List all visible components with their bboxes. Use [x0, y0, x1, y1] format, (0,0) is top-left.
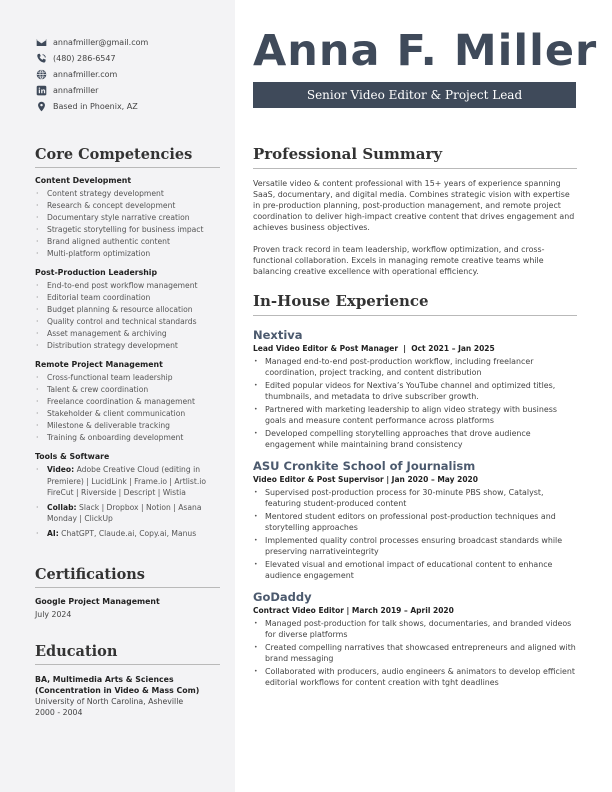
- list-item: · Documentary style narrative creation: [35, 212, 220, 224]
- core-competencies-section: [35, 146, 220, 542]
- list-item: • Developed compelling storytelling approaches that drove audience engagement while maintaining brand consistency: [253, 428, 577, 450]
- competency-list: [35, 188, 220, 260]
- summary-paragraph: Proven track record in team leadership, workflow optimization, and cross-functional collaboration. Excels in managing remote creative teams while balancing creative excellence with operational efficiency.: [253, 245, 545, 276]
- competency-group-title: Content Development: [35, 176, 132, 185]
- list-item: • Supervised post-production process for 30-minute PBS show, Catalyst, featuring student-produced content: [253, 487, 577, 509]
- list-item: · Brand aligned authentic content: [35, 236, 220, 248]
- tools-title: Tools & Software: [35, 452, 110, 461]
- contact-phone[interactable]: [35, 50, 148, 66]
- candidate-name: Anna F. Miller: [253, 26, 598, 76]
- job-entry: [253, 328, 577, 450]
- job-title-banner: Senior Video Editor & Project Lead: [253, 82, 576, 108]
- job-role-dates: Lead Video Editor & Post Manager | Oct 2021 – Jan 2025: [253, 344, 495, 353]
- list-item: • Collaborated with producers, audio engineers & animators to develop efficient editorial workflows for content creation with tght deadlines: [253, 666, 577, 688]
- job-entry: [253, 590, 577, 688]
- list-item: • Created compelling narratives that showcased entrepreneurs and aligned with brand messaging: [253, 642, 577, 664]
- list-item: • Edited popular videos for Nextiva’s YouTube channel and optimized titles, thumbnails, and metadata to drive subscriber growth.: [253, 380, 577, 402]
- email-text: annafmiller@gmail.com: [53, 37, 149, 47]
- school-name: University of North Carolina, Asheville: [35, 697, 184, 706]
- company-name: ASU Cronkite School of Journalism: [253, 459, 476, 473]
- contact-email[interactable]: [35, 34, 148, 50]
- location-pin-icon: [35, 100, 47, 112]
- list-item: · Training & onboarding development: [35, 432, 220, 444]
- list-item: · Multi-platform optimization: [35, 248, 220, 260]
- list-item: · Distribution strategy development: [35, 340, 220, 352]
- list-item: • Partnered with marketing leadership to align video strategy with business goals and measure content performance across platforms: [253, 404, 577, 426]
- list-item: • Implemented quality control processes ensuring broadcast standards while preserving narrativeintegrity: [253, 535, 577, 557]
- list-item: · Milestone & deliverable tracking: [35, 420, 220, 432]
- experience-heading: In-House Experience: [253, 292, 577, 316]
- competency-list: [35, 372, 220, 444]
- list-item: · Talent & crew coordination: [35, 384, 220, 396]
- competency-list: [35, 280, 220, 352]
- linkedin-icon: [35, 84, 47, 96]
- envelope-icon: [35, 36, 47, 48]
- job-role-dates: Contract Video Editor | March 2019 – April 2020: [253, 606, 454, 615]
- list-item: · Stragetic storytelling for business impact: [35, 224, 220, 236]
- list-item: • Managed end-to-end post-production workflow, including freelancer coordination, project tracking, and content distribution: [253, 356, 577, 378]
- tools-list: [35, 464, 220, 539]
- competency-group-title: Remote Project Management: [35, 360, 163, 369]
- certifications-heading: Certifications: [35, 566, 220, 588]
- tools-label: AI:: [47, 528, 59, 538]
- education-section: [35, 643, 220, 718]
- degree: [35, 674, 220, 696]
- list-item: · Stakeholder & client communication: [35, 408, 220, 420]
- competency-group-title: Post-Production Leadership: [35, 268, 158, 277]
- certifications-section: [35, 566, 220, 619]
- list-item: · Content strategy development: [35, 188, 220, 200]
- list-item: • Managed post-production for talk shows, documentaries, and branded videos for diverse platforms: [253, 618, 577, 640]
- contact-linkedin[interactable]: [35, 82, 148, 98]
- contact-location: [35, 98, 148, 114]
- location-text: Based in Phoenix, AZ: [53, 101, 138, 111]
- summary-heading: Professional Summary: [253, 145, 577, 169]
- tools-label: Video:: [47, 465, 75, 474]
- list-item: · Cross-functional team leadership: [35, 372, 220, 384]
- summary-section: [253, 145, 577, 277]
- education-years: 2000 - 2004: [35, 708, 83, 717]
- job-bullets: [253, 356, 577, 450]
- tools-label: Collab:: [47, 502, 77, 512]
- contact-website[interactable]: [35, 66, 148, 82]
- tools-item-ai: [35, 528, 220, 540]
- list-item: • Mentored student editors on professional post-production techniques and storytelling approaches: [253, 511, 577, 533]
- list-item: · Research & concept development: [35, 200, 220, 212]
- tools-item-collab: [35, 502, 220, 525]
- phone-icon: [35, 52, 47, 64]
- certification-title: Google Project Management: [35, 597, 160, 606]
- list-item: · End-to-end post workflow management: [35, 280, 220, 292]
- summary-paragraph: Versatile video & content professional with 15+ years of experience spanning SaaS, documentary, and digital media. Combines strategic vision with expertise in pre-production planning, post-production management, and remote project coordination to deliver high-impact creative content that drives engagement and achieves business objectives.: [253, 179, 575, 232]
- tools-item-video: [35, 464, 220, 499]
- company-name: Nextiva: [253, 328, 303, 342]
- phone-text: (480) 286-6547: [53, 53, 116, 63]
- degree-concentration: (Concentration in Video & Mass Com): [35, 686, 200, 695]
- tools-text: ChatGPT, Claude.ai, Copy.ai, Manus: [61, 528, 197, 538]
- degree-line: BA, Multimedia Arts & Sciences: [35, 675, 174, 684]
- tools-text: Adobe Creative Cloud (editing in Premiere) | LucidLink | Frame.io | Artlist.io FireCut | Riverside | Descript | Wistia: [47, 465, 207, 497]
- job-bullets: [253, 487, 577, 581]
- contact-list: [35, 34, 148, 114]
- job-entry: [253, 459, 577, 581]
- tools-text: Slack | Dropbox | Notion | Asana Monday | ClickUp: [47, 502, 202, 523]
- certification-date: July 2024: [35, 610, 72, 619]
- list-item: · Freelance coordination & management: [35, 396, 220, 408]
- website-text: annafmiller.com: [53, 69, 118, 79]
- education-heading: Education: [35, 643, 220, 665]
- job-bullets: [253, 618, 577, 688]
- globe-icon: [35, 68, 47, 80]
- list-item: · Quality control and technical standards: [35, 316, 220, 328]
- list-item: · Budget planning & resource allocation: [35, 304, 220, 316]
- core-competencies-heading: Core Competencies: [35, 146, 220, 168]
- sidebar: [0, 0, 235, 792]
- company-name: GoDaddy: [253, 590, 312, 604]
- job-role-dates: Video Editor & Post Supervisor | Jan 2020 – May 2020: [253, 475, 478, 484]
- linkedin-text: annafmiller: [53, 85, 99, 95]
- list-item: · Editorial team coordination: [35, 292, 220, 304]
- list-item: · Asset management & archiving: [35, 328, 220, 340]
- experience-section: [253, 292, 577, 690]
- list-item: • Elevated visual and emotional impact of educational content to enhance audience engagement: [253, 559, 577, 581]
